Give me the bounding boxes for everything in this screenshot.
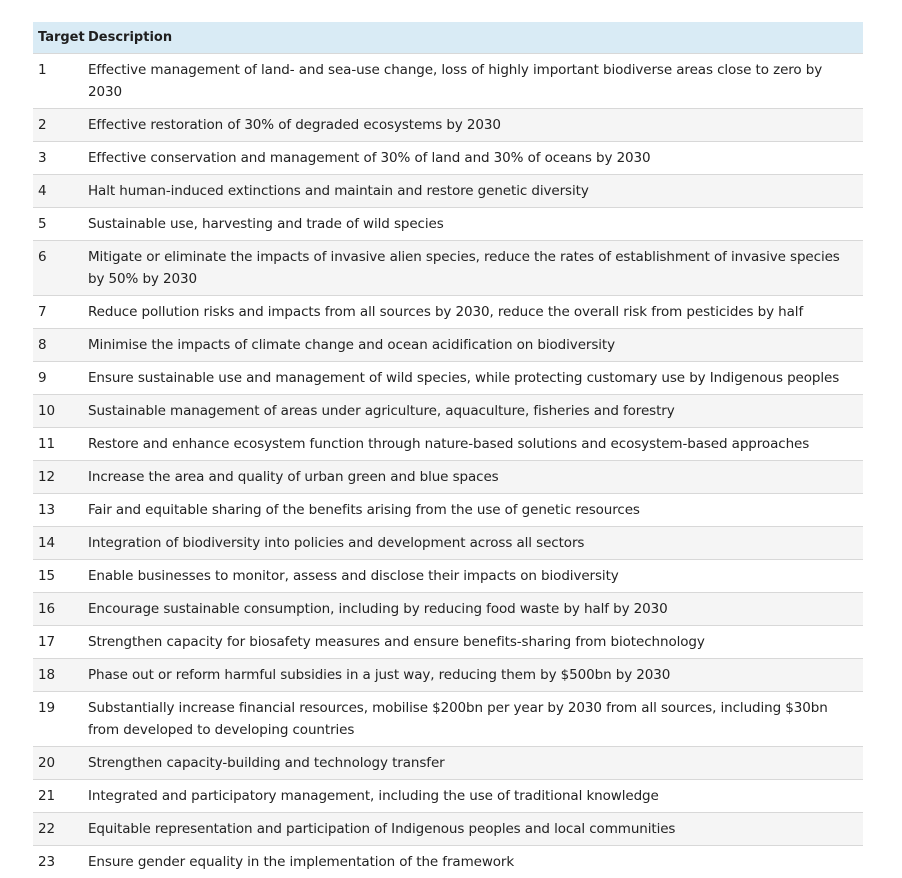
table-row	[33, 527, 863, 560]
target-description: Equitable representation and participation of Indigenous peoples and local communities	[83, 813, 863, 846]
target-description: Sustainable management of areas under agriculture, aquaculture, fisheries and forestry	[83, 395, 863, 428]
target-number: 15	[33, 560, 83, 593]
table-row	[33, 813, 863, 846]
target-number: 12	[33, 461, 83, 494]
target-number: 22	[33, 813, 83, 846]
table-header	[33, 22, 863, 54]
table-row	[33, 175, 863, 208]
target-number: 4	[33, 175, 83, 208]
target-description: Substantially increase financial resources, mobilise $200bn per year by 2030 from all sources, including $30bn from developed to developing countries	[83, 692, 863, 747]
table-row	[33, 241, 863, 296]
target-description: Mitigate or eliminate the impacts of invasive alien species, reduce the rates of establishment of invasive species by 50% by 2030	[83, 241, 863, 296]
table-row	[33, 461, 863, 494]
table-row	[33, 208, 863, 241]
table-row	[33, 593, 863, 626]
target-number: 14	[33, 527, 83, 560]
target-number: 8	[33, 329, 83, 362]
table-row	[33, 560, 863, 593]
target-description: Restore and enhance ecosystem function through nature-based solutions and ecosystem-based approaches	[83, 428, 863, 461]
target-description: Fair and equitable sharing of the benefits arising from the use of genetic resources	[83, 494, 863, 527]
table-row	[33, 109, 863, 142]
table-row	[33, 362, 863, 395]
target-number: 6	[33, 241, 83, 296]
target-number: 5	[33, 208, 83, 241]
target-number: 2	[33, 109, 83, 142]
table-body	[33, 54, 863, 878]
table-row	[33, 659, 863, 692]
target-description: Effective restoration of 30% of degraded ecosystems by 2030	[83, 109, 863, 142]
target-number: 23	[33, 846, 83, 878]
table-row	[33, 329, 863, 362]
table-row	[33, 626, 863, 659]
table-row	[33, 780, 863, 813]
target-number: 19	[33, 692, 83, 747]
target-description: Effective conservation and management of 30% of land and 30% of oceans by 2030	[83, 142, 863, 175]
target-description: Minimise the impacts of climate change and ocean acidification on biodiversity	[83, 329, 863, 362]
target-number: 20	[33, 747, 83, 780]
table-row	[33, 747, 863, 780]
target-number: 10	[33, 395, 83, 428]
target-description: Sustainable use, harvesting and trade of wild species	[83, 208, 863, 241]
target-number: 9	[33, 362, 83, 395]
target-number: 13	[33, 494, 83, 527]
table-row	[33, 428, 863, 461]
target-description: Ensure sustainable use and management of wild species, while protecting customary use by Indigenous peoples	[83, 362, 863, 395]
target-number: 11	[33, 428, 83, 461]
header-description: Description	[83, 22, 863, 54]
target-number: 3	[33, 142, 83, 175]
target-description: Strengthen capacity-building and technology transfer	[83, 747, 863, 780]
target-description: Ensure gender equality in the implementation of the framework	[83, 846, 863, 878]
header-row	[33, 22, 863, 54]
table-row	[33, 54, 863, 109]
table-row	[33, 142, 863, 175]
target-number: 7	[33, 296, 83, 329]
target-number: 1	[33, 54, 83, 109]
target-number: 16	[33, 593, 83, 626]
table-row	[33, 296, 863, 329]
target-description: Increase the area and quality of urban green and blue spaces	[83, 461, 863, 494]
table-row	[33, 395, 863, 428]
table-row	[33, 846, 863, 878]
table-row	[33, 692, 863, 747]
header-target: Target	[33, 22, 83, 54]
target-description: Halt human-induced extinctions and maintain and restore genetic diversity	[83, 175, 863, 208]
targets-table-container	[33, 22, 863, 878]
table-row	[33, 494, 863, 527]
target-number: 21	[33, 780, 83, 813]
target-description: Reduce pollution risks and impacts from all sources by 2030, reduce the overall risk from pesticides by half	[83, 296, 863, 329]
target-description: Integration of biodiversity into policies and development across all sectors	[83, 527, 863, 560]
target-description: Strengthen capacity for biosafety measures and ensure benefits-sharing from biotechnology	[83, 626, 863, 659]
target-description: Phase out or reform harmful subsidies in a just way, reducing them by $500bn by 2030	[83, 659, 863, 692]
target-description: Effective management of land- and sea-use change, loss of highly important biodiverse areas close to zero by 2030	[83, 54, 863, 109]
target-description: Encourage sustainable consumption, including by reducing food waste by half by 2030	[83, 593, 863, 626]
targets-table	[33, 22, 863, 878]
target-number: 17	[33, 626, 83, 659]
target-description: Enable businesses to monitor, assess and disclose their impacts on biodiversity	[83, 560, 863, 593]
target-description: Integrated and participatory management, including the use of traditional knowledge	[83, 780, 863, 813]
target-number: 18	[33, 659, 83, 692]
